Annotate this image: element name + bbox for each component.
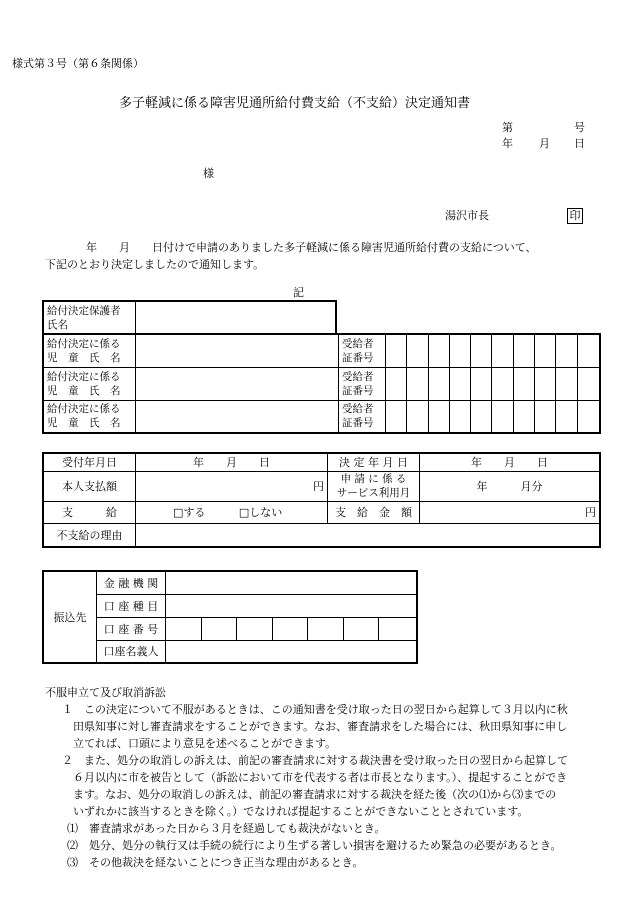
cert-digit[interactable] — [449, 334, 470, 367]
number-dai: 第 — [502, 121, 513, 134]
cert-digit[interactable] — [556, 334, 577, 367]
cert-digit[interactable] — [577, 400, 600, 433]
option-no[interactable]: □しない — [238, 506, 283, 519]
appeal-line: ます。なお、処分の取消しの訴えは、前記の審査請求に対する裁決を経た後（次の⑴から⑶までの — [73, 788, 557, 801]
child-row — [43, 367, 600, 400]
guardian-label-cell: 給付決定保護者 氏名 — [43, 301, 136, 334]
account-digit[interactable] — [201, 617, 237, 640]
cert-digit[interactable] — [556, 400, 577, 433]
cert-digit[interactable] — [471, 400, 492, 433]
cert-digit[interactable] — [492, 400, 513, 433]
cert-digit[interactable] — [428, 367, 449, 400]
appeal-item: ⑴ 審査請求があった日から３月を経過しても裁決がないとき。 — [67, 822, 386, 835]
cert-digit[interactable] — [449, 367, 470, 400]
account-digit[interactable] — [237, 617, 273, 640]
date-year: 年 — [502, 137, 513, 150]
appeal-paragraph-1 — [62, 701, 568, 752]
reason-label: 不支給の理由 — [43, 523, 136, 547]
bank-label: 金 融 機 関 — [97, 571, 166, 594]
children-table — [42, 333, 601, 434]
appeal-line: 立てれば、口頭により意見を述べることができます。 — [73, 737, 337, 750]
account-number-label: 口 座 番 号 — [97, 617, 166, 640]
cert-digit[interactable] — [556, 367, 577, 400]
appeal-line: 田県知事に対し審査請求をすることができます。なお、審査請求をした場合には、秋田県知事に申し — [73, 720, 568, 733]
appeal-paragraph-2 — [62, 752, 568, 820]
child-row — [43, 334, 600, 367]
decided-label: 決 定 年 月 日 — [328, 453, 420, 471]
number-go: 号 — [574, 121, 585, 134]
account-holder-field[interactable] — [166, 640, 418, 663]
account-digit[interactable] — [166, 617, 202, 640]
appeal-line: １ この決定について不服があるときは、この通知書を受け取った日の翌日から起算して３月以内に秋 — [62, 703, 568, 716]
document-title: 多子軽減に係る障害児通所給付費支給（不支給）決定通知書 — [119, 96, 471, 111]
appeal-items — [67, 820, 562, 871]
cert-digit[interactable] — [428, 400, 449, 433]
account-type-label: 口 座 種 目 — [97, 594, 166, 617]
cert-digit[interactable] — [577, 367, 600, 400]
child-label: 給付決定に係る 児 童 氏 名 — [43, 400, 136, 433]
cert-digit[interactable] — [471, 367, 492, 400]
transfer-label: 振込先 — [43, 571, 97, 663]
amount-label: 支 給 金 額 — [328, 501, 420, 523]
cert-digit[interactable] — [386, 400, 407, 433]
account-type-field[interactable] — [166, 594, 418, 617]
recipient-suffix: 様 — [203, 167, 214, 180]
appeal-item: ⑶ その他裁決を経ないことにつき正当な理由があるとき。 — [67, 856, 364, 869]
cert-digit[interactable] — [535, 334, 556, 367]
self-pay-label: 本人支払額 — [43, 471, 136, 501]
cert-digit[interactable] — [577, 334, 600, 367]
account-digit[interactable] — [343, 617, 379, 640]
cert-digit[interactable] — [386, 334, 407, 367]
cert-digit[interactable] — [492, 367, 513, 400]
cert-label: 受給者 証番号 — [339, 334, 386, 367]
ki-mark: 記 — [293, 286, 304, 299]
transfer-table — [42, 570, 418, 664]
child-row — [43, 400, 600, 433]
cert-digit[interactable] — [386, 367, 407, 400]
amount-field[interactable]: 円 — [420, 501, 601, 523]
appeal-item: ⑵ 処分、処分の執行又は手続の続行により生ずる著しい損害を避けるため緊急の必要があるとき。 — [67, 839, 562, 852]
account-digit[interactable] — [379, 617, 417, 640]
decided-date-field[interactable]: 年 月 日 — [420, 453, 601, 471]
appeal-line: ２ また、処分の取消しの訴えは、前記の審査請求に対する裁決書を受け取った日の翌日から起算して — [62, 754, 568, 767]
payment-label: 支 給 — [43, 501, 136, 523]
appeal-heading: 不服申立て及び取消訴訟 — [45, 686, 166, 699]
cert-label: 受給者 証番号 — [339, 400, 386, 433]
seal-box — [567, 204, 583, 224]
child-label: 給付決定に係る 児 童 氏 名 — [43, 367, 136, 400]
payment-options — [136, 501, 328, 523]
intro-line-1: 年 月 日付けで申請のありました多子軽減に係る障害児通所給付費の支給について、 — [86, 241, 537, 254]
received-date-field[interactable]: 年 月 日 — [136, 453, 328, 471]
cert-digit[interactable] — [407, 400, 428, 433]
issuer: 湯沢市長 — [445, 209, 489, 222]
child-label: 給付決定に係る 児 童 氏 名 — [43, 334, 136, 367]
account-digit[interactable] — [272, 617, 308, 640]
service-month-field[interactable]: 年 月分 — [420, 471, 601, 501]
bank-field[interactable] — [166, 571, 418, 594]
cert-digit[interactable] — [513, 400, 534, 433]
cert-digit[interactable] — [535, 367, 556, 400]
received-label: 受付年月日 — [43, 453, 136, 471]
account-digit[interactable] — [308, 617, 344, 640]
seal-mark: 印 — [567, 208, 583, 224]
date-day: 日 — [574, 137, 585, 150]
decision-table — [42, 452, 601, 548]
self-pay-field[interactable]: 円 — [136, 471, 328, 501]
cert-digit[interactable] — [407, 367, 428, 400]
cert-digit[interactable] — [492, 334, 513, 367]
reason-field[interactable] — [136, 523, 601, 547]
cert-digit[interactable] — [471, 334, 492, 367]
service-month-label: 申 請 に 係 る サービス利用月 — [328, 471, 420, 501]
cert-digit[interactable] — [407, 334, 428, 367]
cert-label: 受給者 証番号 — [339, 367, 386, 400]
cert-digit[interactable] — [535, 400, 556, 433]
option-yes[interactable]: □する — [173, 506, 206, 519]
guardian-name-field[interactable] — [136, 301, 337, 334]
child-name-field[interactable] — [136, 367, 339, 400]
cert-digit[interactable] — [513, 367, 534, 400]
form-id: 様式第３号（第６条関係） — [12, 57, 144, 70]
appeal-line: いずれかに該当するときを除く。）でなければ提起することができないこととされています。 — [73, 805, 529, 818]
appeal-line: ６月以内に市を被告として（訴訟において市を代表する者は市長となります。）、提起することができ — [73, 771, 568, 784]
child-name-field[interactable] — [136, 400, 339, 433]
cert-digit[interactable] — [428, 334, 449, 367]
child-name-field[interactable] — [136, 334, 339, 367]
intro-line-2: 下記のとおり決定しましたので通知します。 — [45, 258, 265, 271]
guardian-table — [42, 300, 337, 335]
date-month: 月 — [539, 137, 550, 150]
account-holder-label: 口座名義人 — [97, 640, 166, 663]
cert-digit[interactable] — [513, 334, 534, 367]
cert-digit[interactable] — [449, 400, 470, 433]
